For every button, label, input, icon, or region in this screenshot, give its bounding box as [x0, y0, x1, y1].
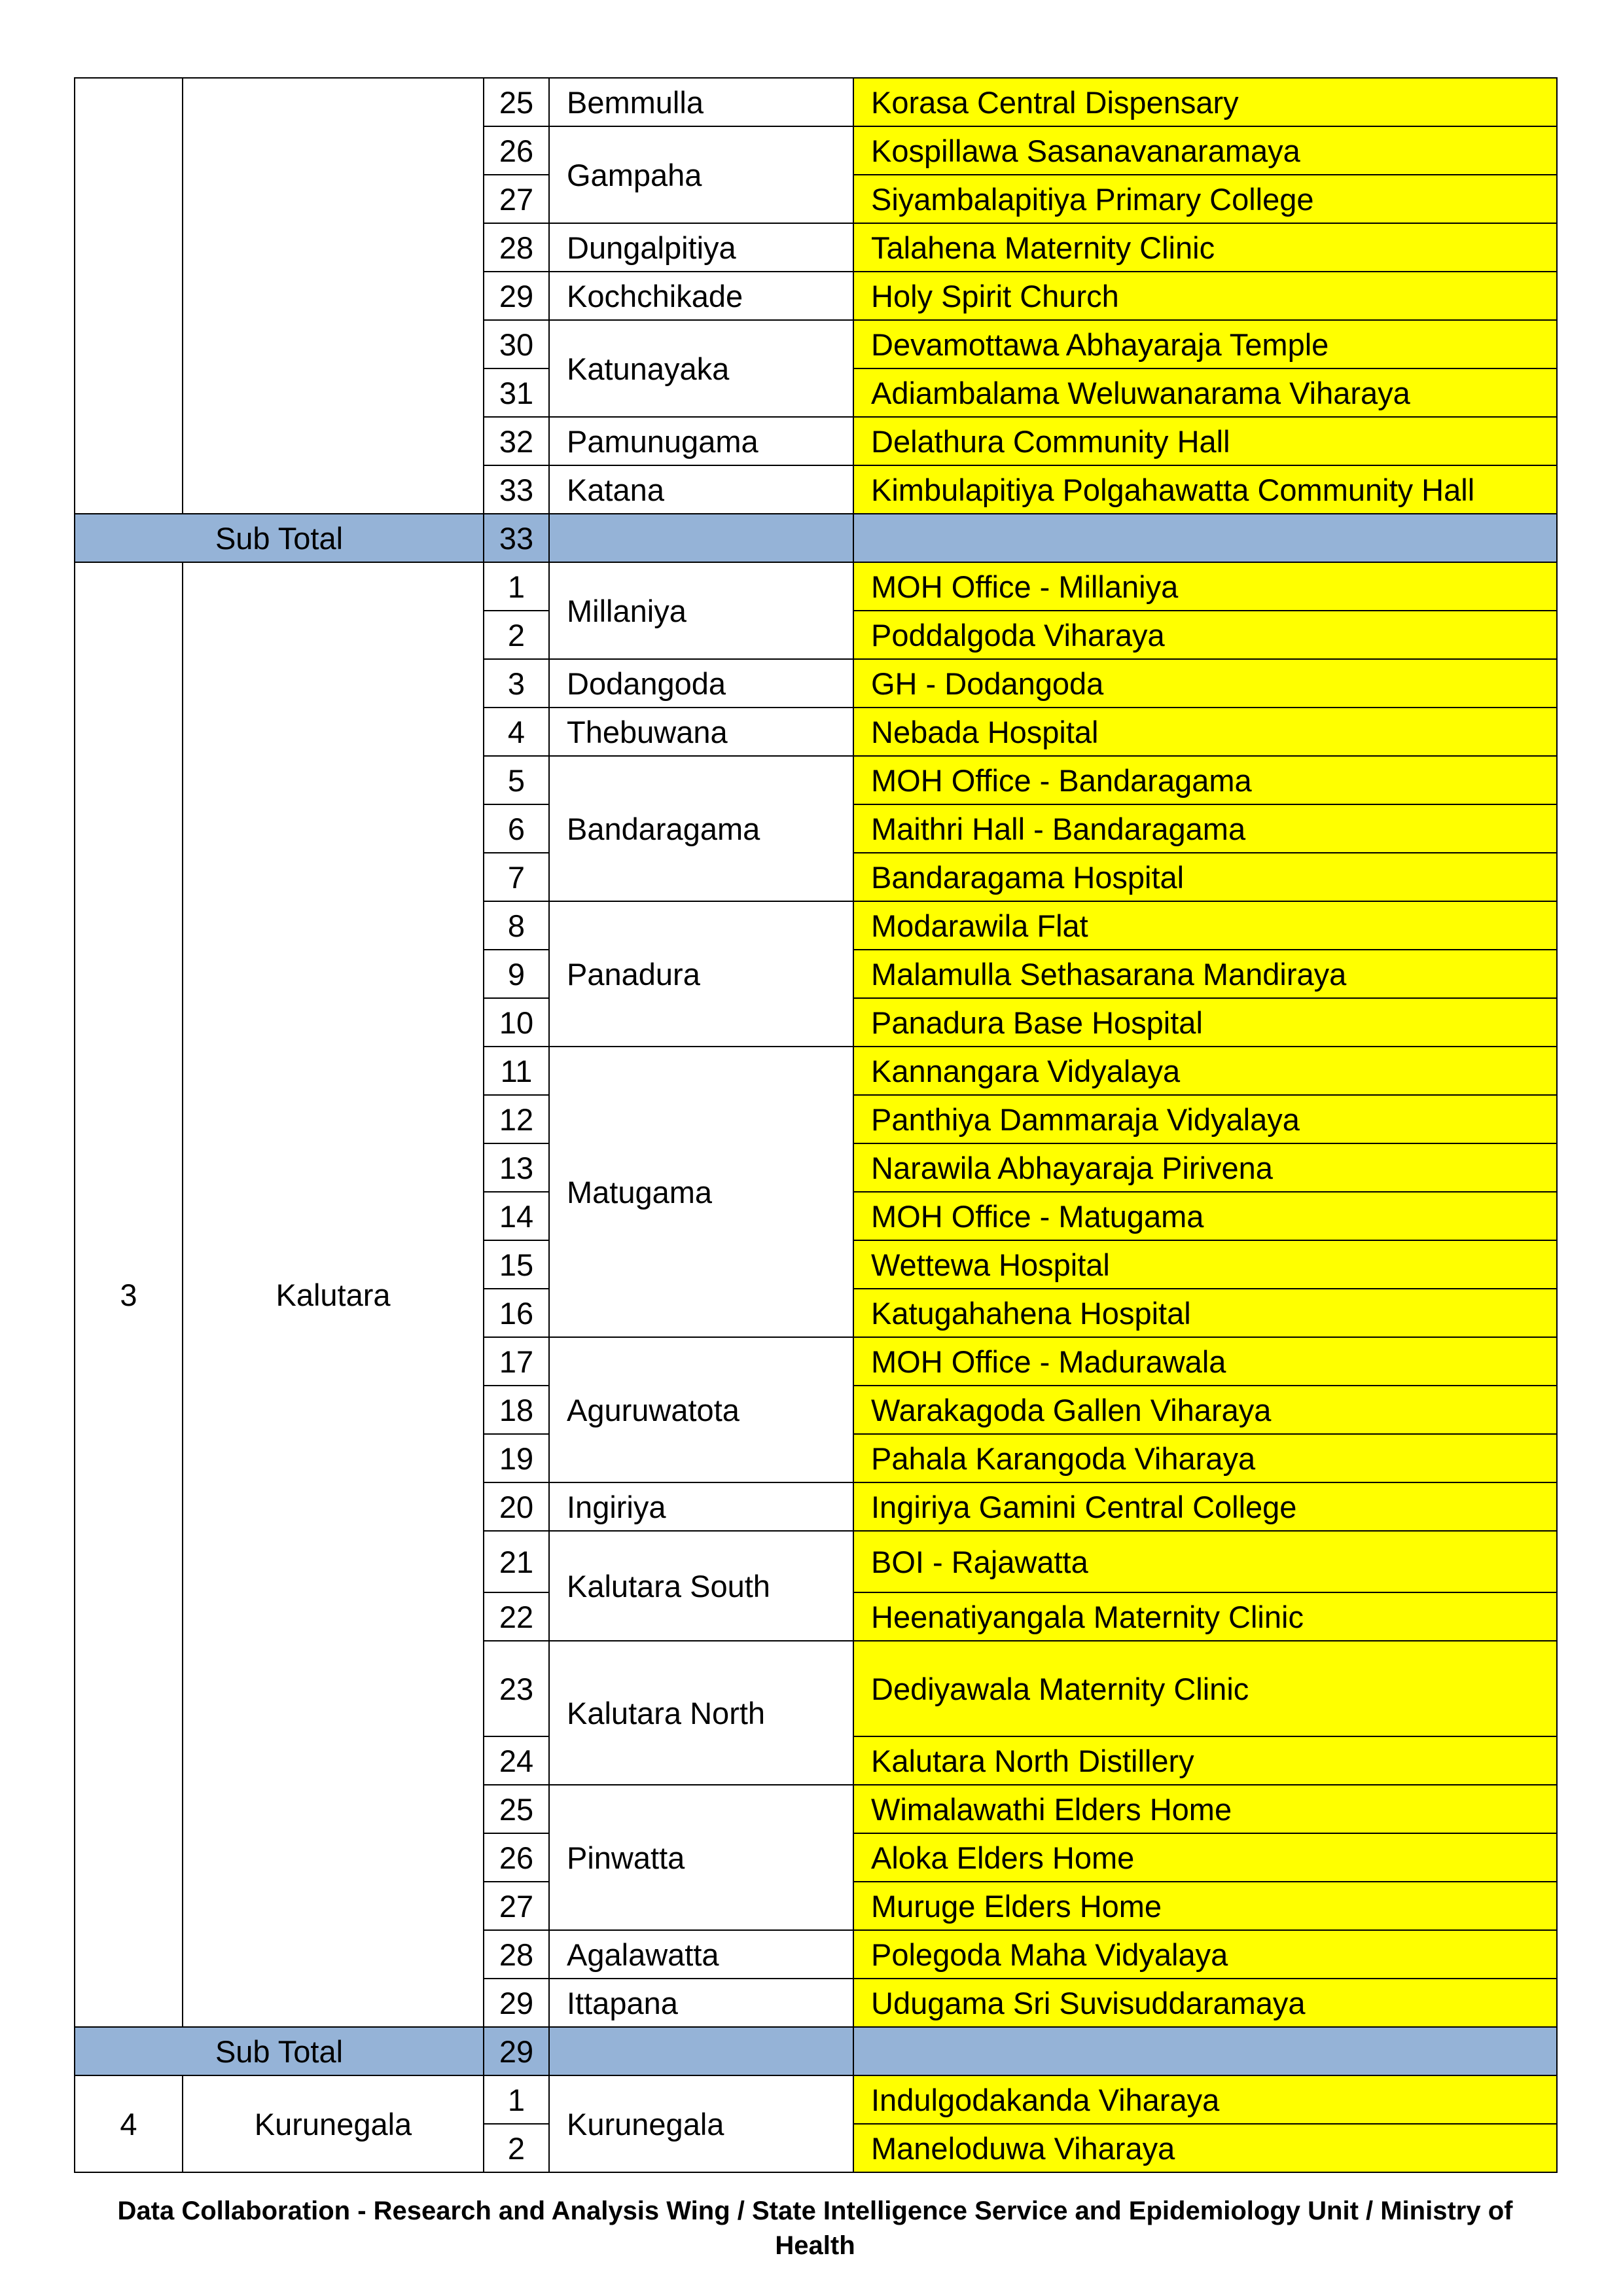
- serial-number-cell: 21: [484, 1531, 549, 1592]
- vaccination-site-cell: Maneloduwa Viharaya: [853, 2124, 1557, 2172]
- province-number-cell: 3: [75, 562, 183, 2027]
- vaccination-site-cell: BOI - Rajawatta: [853, 1531, 1557, 1592]
- subtotal-row: [75, 2027, 1557, 2075]
- vaccination-site-cell: Bandaragama Hospital: [853, 853, 1557, 901]
- moh-area-cell: Ittapana: [549, 1979, 853, 2027]
- serial-number-cell: 29: [484, 1979, 549, 2027]
- moh-area-cell: Gampaha: [549, 126, 853, 223]
- moh-area-cell: Matugama: [549, 1047, 853, 1337]
- subtotal-empty-site: [853, 2027, 1557, 2075]
- moh-area-cell: Kalutara South: [549, 1531, 853, 1641]
- vaccination-site-cell: MOH Office - Madurawala: [853, 1337, 1557, 1386]
- serial-number-cell: 20: [484, 1482, 549, 1531]
- moh-area-cell: Kochchikade: [549, 272, 853, 320]
- serial-number-cell: 29: [484, 272, 549, 320]
- vaccination-site-cell: Polegoda Maha Vidyalaya: [853, 1930, 1557, 1979]
- subtotal-label: Sub Total: [75, 514, 484, 562]
- serial-number-cell: 26: [484, 126, 549, 175]
- vaccination-site-cell: Narawila Abhayaraja Pirivena: [853, 1143, 1557, 1192]
- vaccination-site-cell: Katugahahena Hospital: [853, 1289, 1557, 1337]
- moh-area-cell: Katunayaka: [549, 320, 853, 417]
- serial-number-cell: 19: [484, 1434, 549, 1482]
- moh-area-cell: Katana: [549, 465, 853, 514]
- moh-area-cell: Millaniya: [549, 562, 853, 659]
- serial-number-cell: 12: [484, 1095, 549, 1143]
- serial-number-cell: 16: [484, 1289, 549, 1337]
- vaccination-site-cell: Pahala Karangoda Viharaya: [853, 1434, 1557, 1482]
- vaccination-site-cell: Poddalgoda Viharaya: [853, 611, 1557, 659]
- moh-area-cell: Kalutara North: [549, 1641, 853, 1785]
- moh-area-cell: Pamunugama: [549, 417, 853, 465]
- vaccination-site-cell: MOH Office - Bandaragama: [853, 756, 1557, 804]
- vaccination-site-cell: Warakagoda Gallen Viharaya: [853, 1386, 1557, 1434]
- serial-number-cell: 9: [484, 950, 549, 998]
- vaccination-site-cell: Heenatiyangala Maternity Clinic: [853, 1592, 1557, 1641]
- vaccination-site-cell: MOH Office - Millaniya: [853, 562, 1557, 611]
- serial-number-cell: 8: [484, 901, 549, 950]
- district-cell: Kurunegala: [183, 2075, 484, 2172]
- subtotal-count: 29: [484, 2027, 549, 2075]
- vaccination-site-cell: Kospillawa Sasanavanaramaya: [853, 126, 1557, 175]
- province-number-cell: [75, 78, 183, 514]
- serial-number-cell: 3: [484, 659, 549, 708]
- moh-area-cell: Pinwatta: [549, 1785, 853, 1930]
- district-cell: [183, 78, 484, 514]
- serial-number-cell: 26: [484, 1833, 549, 1882]
- serial-number-cell: 23: [484, 1641, 549, 1736]
- serial-number-cell: 18: [484, 1386, 549, 1434]
- vaccination-site-cell: Modarawila Flat: [853, 901, 1557, 950]
- serial-number-cell: 32: [484, 417, 549, 465]
- vaccination-site-cell: Dediyawala Maternity Clinic: [853, 1641, 1557, 1736]
- subtotal-empty-moh: [549, 2027, 853, 2075]
- vaccination-site-cell: Devamottawa Abhayaraja Temple: [853, 320, 1557, 368]
- serial-number-cell: 27: [484, 175, 549, 223]
- serial-number-cell: 24: [484, 1736, 549, 1785]
- serial-number-cell: 25: [484, 78, 549, 126]
- serial-number-cell: 33: [484, 465, 549, 514]
- vaccination-site-cell: Panadura Base Hospital: [853, 998, 1557, 1047]
- serial-number-cell: 10: [484, 998, 549, 1047]
- vaccination-site-cell: Malamulla Sethasarana Mandiraya: [853, 950, 1557, 998]
- vaccination-centres-table: [74, 77, 1558, 2173]
- serial-number-cell: 31: [484, 368, 549, 417]
- serial-number-cell: 15: [484, 1240, 549, 1289]
- moh-area-cell: Panadura: [549, 901, 853, 1047]
- vaccination-site-cell: Indulgodakanda Viharaya: [853, 2075, 1557, 2124]
- subtotal-label: Sub Total: [75, 2027, 484, 2075]
- serial-number-cell: 11: [484, 1047, 549, 1095]
- vaccination-site-cell: MOH Office - Matugama: [853, 1192, 1557, 1240]
- serial-number-cell: 4: [484, 708, 549, 756]
- vaccination-site-cell: Kimbulapitiya Polgahawatta Community Hall: [853, 465, 1557, 514]
- vaccination-site-cell: Delathura Community Hall: [853, 417, 1557, 465]
- serial-number-cell: 25: [484, 1785, 549, 1833]
- vaccination-site-cell: Wimalawathi Elders Home: [853, 1785, 1557, 1833]
- subtotal-row: [75, 514, 1557, 562]
- moh-area-cell: Ingiriya: [549, 1482, 853, 1531]
- vaccination-site-cell: Muruge Elders Home: [853, 1882, 1557, 1930]
- serial-number-cell: 5: [484, 756, 549, 804]
- serial-number-cell: 2: [484, 2124, 549, 2172]
- serial-number-cell: 1: [484, 2075, 549, 2124]
- serial-number-cell: 14: [484, 1192, 549, 1240]
- moh-area-cell: Aguruwatota: [549, 1337, 853, 1482]
- table-row: [75, 562, 1557, 611]
- subtotal-empty-moh: [549, 514, 853, 562]
- serial-number-cell: 28: [484, 1930, 549, 1979]
- serial-number-cell: 17: [484, 1337, 549, 1386]
- vaccination-site-cell: Ingiriya Gamini Central College: [853, 1482, 1557, 1531]
- vaccination-site-cell: Udugama Sri Suvisuddaramaya: [853, 1979, 1557, 2027]
- page-footer: [74, 2194, 1556, 2263]
- serial-number-cell: 22: [484, 1592, 549, 1641]
- serial-number-cell: 27: [484, 1882, 549, 1930]
- moh-area-cell: Agalawatta: [549, 1930, 853, 1979]
- vaccination-site-cell: Maithri Hall - Bandaragama: [853, 804, 1557, 853]
- moh-area-cell: Kurunegala: [549, 2075, 853, 2172]
- serial-number-cell: 2: [484, 611, 549, 659]
- table-body: [75, 78, 1557, 2172]
- vaccination-site-cell: Kannangara Vidyalaya: [853, 1047, 1557, 1095]
- vaccination-site-cell: Panthiya Dammaraja Vidyalaya: [853, 1095, 1557, 1143]
- serial-number-cell: 28: [484, 223, 549, 272]
- table-row: [75, 78, 1557, 126]
- vaccination-site-cell: Holy Spirit Church: [853, 272, 1557, 320]
- vaccination-site-cell: Nebada Hospital: [853, 708, 1557, 756]
- district-cell: Kalutara: [183, 562, 484, 2027]
- serial-number-cell: 30: [484, 320, 549, 368]
- province-number-cell: 4: [75, 2075, 183, 2172]
- footer-line-1: Data Collaboration - Research and Analysis Wing / State Intelligence Service and Epidemiology Unit / Ministry of: [117, 2197, 1513, 2225]
- moh-area-cell: Bemmulla: [549, 78, 853, 126]
- table-row: [75, 2075, 1557, 2124]
- moh-area-cell: Dodangoda: [549, 659, 853, 708]
- footer-line-2: Health: [775, 2231, 855, 2260]
- serial-number-cell: 1: [484, 562, 549, 611]
- serial-number-cell: 6: [484, 804, 549, 853]
- vaccination-site-cell: GH - Dodangoda: [853, 659, 1557, 708]
- subtotal-empty-site: [853, 514, 1557, 562]
- vaccination-site-cell: Talahena Maternity Clinic: [853, 223, 1557, 272]
- moh-area-cell: Bandaragama: [549, 756, 853, 901]
- vaccination-site-cell: Aloka Elders Home: [853, 1833, 1557, 1882]
- vaccination-site-cell: Kalutara North Distillery: [853, 1736, 1557, 1785]
- moh-area-cell: Dungalpitiya: [549, 223, 853, 272]
- moh-area-cell: Thebuwana: [549, 708, 853, 756]
- vaccination-site-cell: Siyambalapitiya Primary College: [853, 175, 1557, 223]
- vaccination-site-cell: Korasa Central Dispensary: [853, 78, 1557, 126]
- serial-number-cell: 7: [484, 853, 549, 901]
- vaccination-site-cell: Adiambalama Weluwanarama Viharaya: [853, 368, 1557, 417]
- subtotal-count: 33: [484, 514, 549, 562]
- vaccination-site-cell: Wettewa Hospital: [853, 1240, 1557, 1289]
- serial-number-cell: 13: [484, 1143, 549, 1192]
